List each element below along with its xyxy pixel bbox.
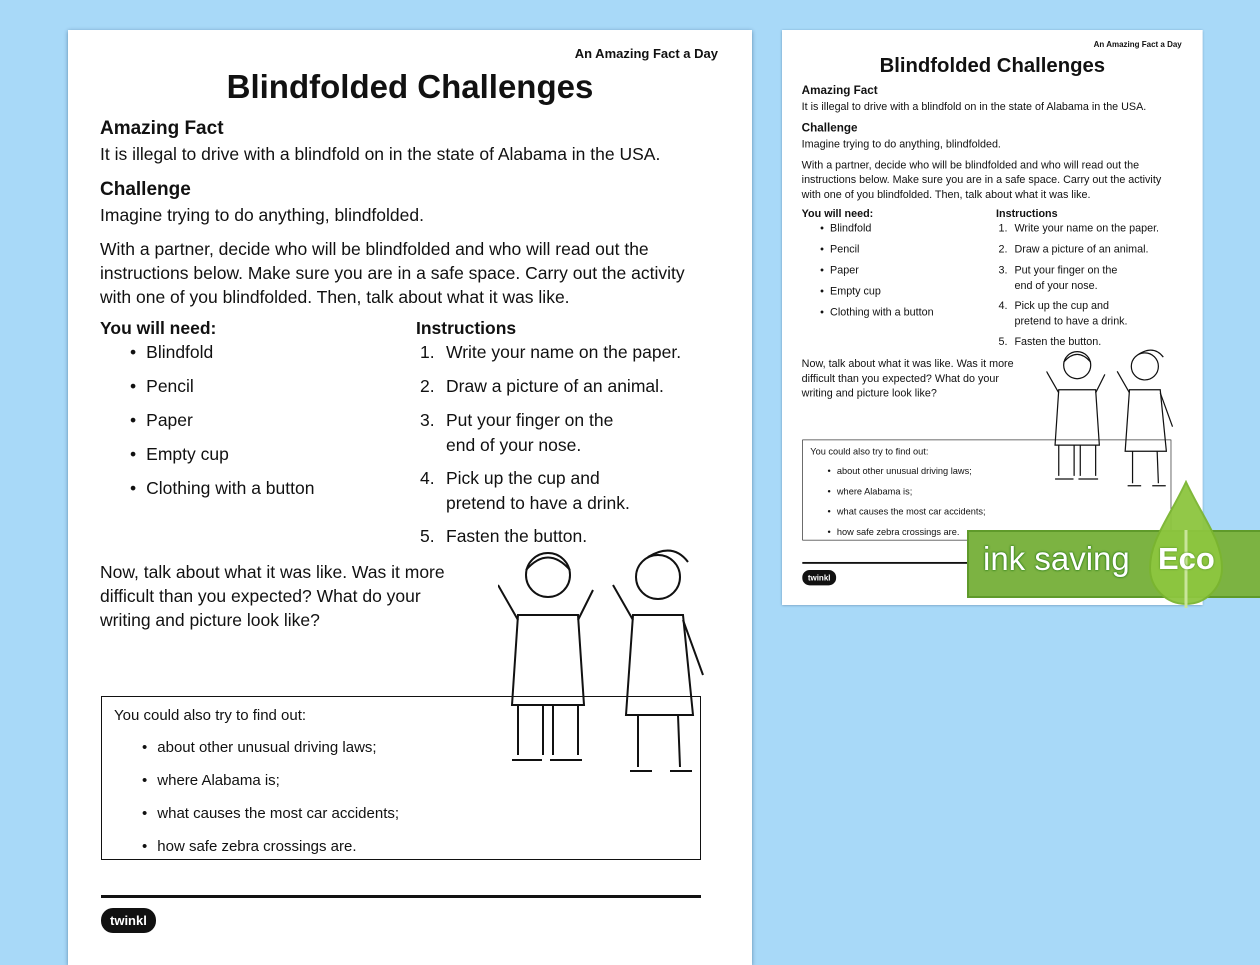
instruction-step: 1. Write your name on the paper. bbox=[998, 221, 1160, 235]
challenge-heading: Challenge bbox=[801, 121, 858, 135]
fact-text: It is illegal to drive with a blindfold on in the state of Alabama in the USA. bbox=[801, 100, 1147, 113]
ink-saving-label: ink saving bbox=[983, 540, 1130, 577]
twinkl-logo: twinkl bbox=[802, 570, 836, 585]
need-item: • Blindfold bbox=[820, 222, 871, 235]
challenge-heading: Challenge bbox=[100, 179, 191, 200]
find-item: • what causes the most car accidents; bbox=[142, 805, 399, 822]
instruction-step: 5. Fasten the button. bbox=[998, 335, 1102, 348]
instruction-step: 3. Put your finger on the end of your nose. bbox=[998, 263, 1118, 292]
find-item: • where Alabama is; bbox=[142, 772, 280, 789]
series-header: An Amazing Fact a Day bbox=[1093, 39, 1182, 50]
instruction-step: 4. Pick up the cup and pretend to have a drink. bbox=[420, 468, 630, 513]
find-item: • how safe zebra crossings are. bbox=[142, 838, 357, 855]
footer-rule bbox=[101, 895, 701, 898]
talk-line: difficult than you expected? What do your bbox=[801, 371, 999, 385]
find-item: • about other unusual driving laws; bbox=[142, 739, 377, 756]
page-title: Blindfolded Challenges bbox=[879, 53, 1106, 77]
find-heading: You could also try to find out: bbox=[114, 707, 307, 724]
need-item: • Clothing with a button bbox=[130, 478, 314, 499]
twinkl-logo: twinkl bbox=[101, 908, 156, 933]
para-line: with one of you blindfolded. Then, talk about what it was like. bbox=[100, 287, 570, 307]
talk-line: Now, talk about what it was like. Was it more bbox=[801, 357, 1014, 370]
find-out-box bbox=[802, 440, 1171, 541]
instruction-step: 3. Put your finger on the end of your nose. bbox=[420, 410, 614, 455]
fact-heading: Amazing Fact bbox=[801, 84, 878, 98]
instructions-heading: Instructions bbox=[996, 207, 1058, 220]
need-heading: You will need: bbox=[801, 207, 874, 220]
talk-line: Now, talk about what it was like. Was it more bbox=[100, 562, 445, 582]
need-item: • Paper bbox=[820, 264, 859, 277]
talk-line: writing and picture look like? bbox=[100, 610, 320, 630]
talk-line: writing and picture look like? bbox=[801, 386, 937, 399]
para-line: instructions below. Make sure you are in a safe space. Carry out the activity bbox=[100, 263, 685, 283]
para-line: With a partner, decide who will be blindfolded and who will read out the bbox=[100, 239, 649, 259]
instruction-step: 5. Fasten the button. bbox=[420, 526, 588, 546]
need-item: • Clothing with a button bbox=[820, 306, 933, 319]
instruction-step: 1. Write your name on the paper. bbox=[420, 342, 682, 362]
find-out-box bbox=[101, 696, 701, 860]
fact-text: It is illegal to drive with a blindfold on in the state of Alabama in the USA. bbox=[100, 144, 661, 164]
find-item: • where Alabama is; bbox=[828, 486, 913, 496]
series-header: An Amazing Fact a Day bbox=[574, 46, 718, 61]
find-item: • what causes the most car accidents; bbox=[828, 507, 986, 517]
need-item: • Paper bbox=[130, 410, 193, 431]
fact-heading: Amazing Fact bbox=[100, 118, 224, 139]
challenge-intro: Imagine trying to do anything, blindfolded. bbox=[801, 137, 1001, 150]
instruction-step: 2. Draw a picture of an animal. bbox=[420, 376, 664, 396]
instruction-step: 2. Draw a picture of an animal. bbox=[998, 242, 1149, 256]
worksheet-preview-full bbox=[782, 30, 1203, 605]
instruction-step: 4. Pick up the cup and pretend to have a drink. bbox=[998, 299, 1128, 328]
find-item: • how safe zebra crossings are. bbox=[828, 527, 960, 537]
instructions-heading: Instructions bbox=[416, 318, 517, 338]
eco-label: Eco bbox=[1158, 541, 1215, 576]
need-item: • Empty cup bbox=[820, 285, 881, 298]
talk-line: difficult than you expected? What do your bbox=[100, 586, 421, 606]
find-heading: You could also try to find out: bbox=[810, 446, 929, 457]
worksheet-preview-large bbox=[68, 30, 752, 965]
need-item: • Pencil bbox=[130, 376, 194, 397]
para-line: With a partner, decide who will be blindfolded and who will read out the bbox=[801, 158, 1140, 171]
challenge-intro: Imagine trying to do anything, blindfolded. bbox=[100, 205, 424, 225]
need-item: • Empty cup bbox=[130, 444, 229, 465]
para-line: with one of you blindfolded. Then, talk about what it was like. bbox=[801, 188, 1091, 201]
need-heading: You will need: bbox=[100, 318, 217, 338]
para-line: instructions below. Make sure you are in a safe space. Carry out the activity bbox=[801, 173, 1162, 186]
page-title: Blindfolded Challenges bbox=[226, 68, 594, 105]
need-item: • Blindfold bbox=[130, 342, 213, 363]
need-item: • Pencil bbox=[820, 243, 859, 256]
find-item: • about other unusual driving laws; bbox=[828, 466, 972, 476]
